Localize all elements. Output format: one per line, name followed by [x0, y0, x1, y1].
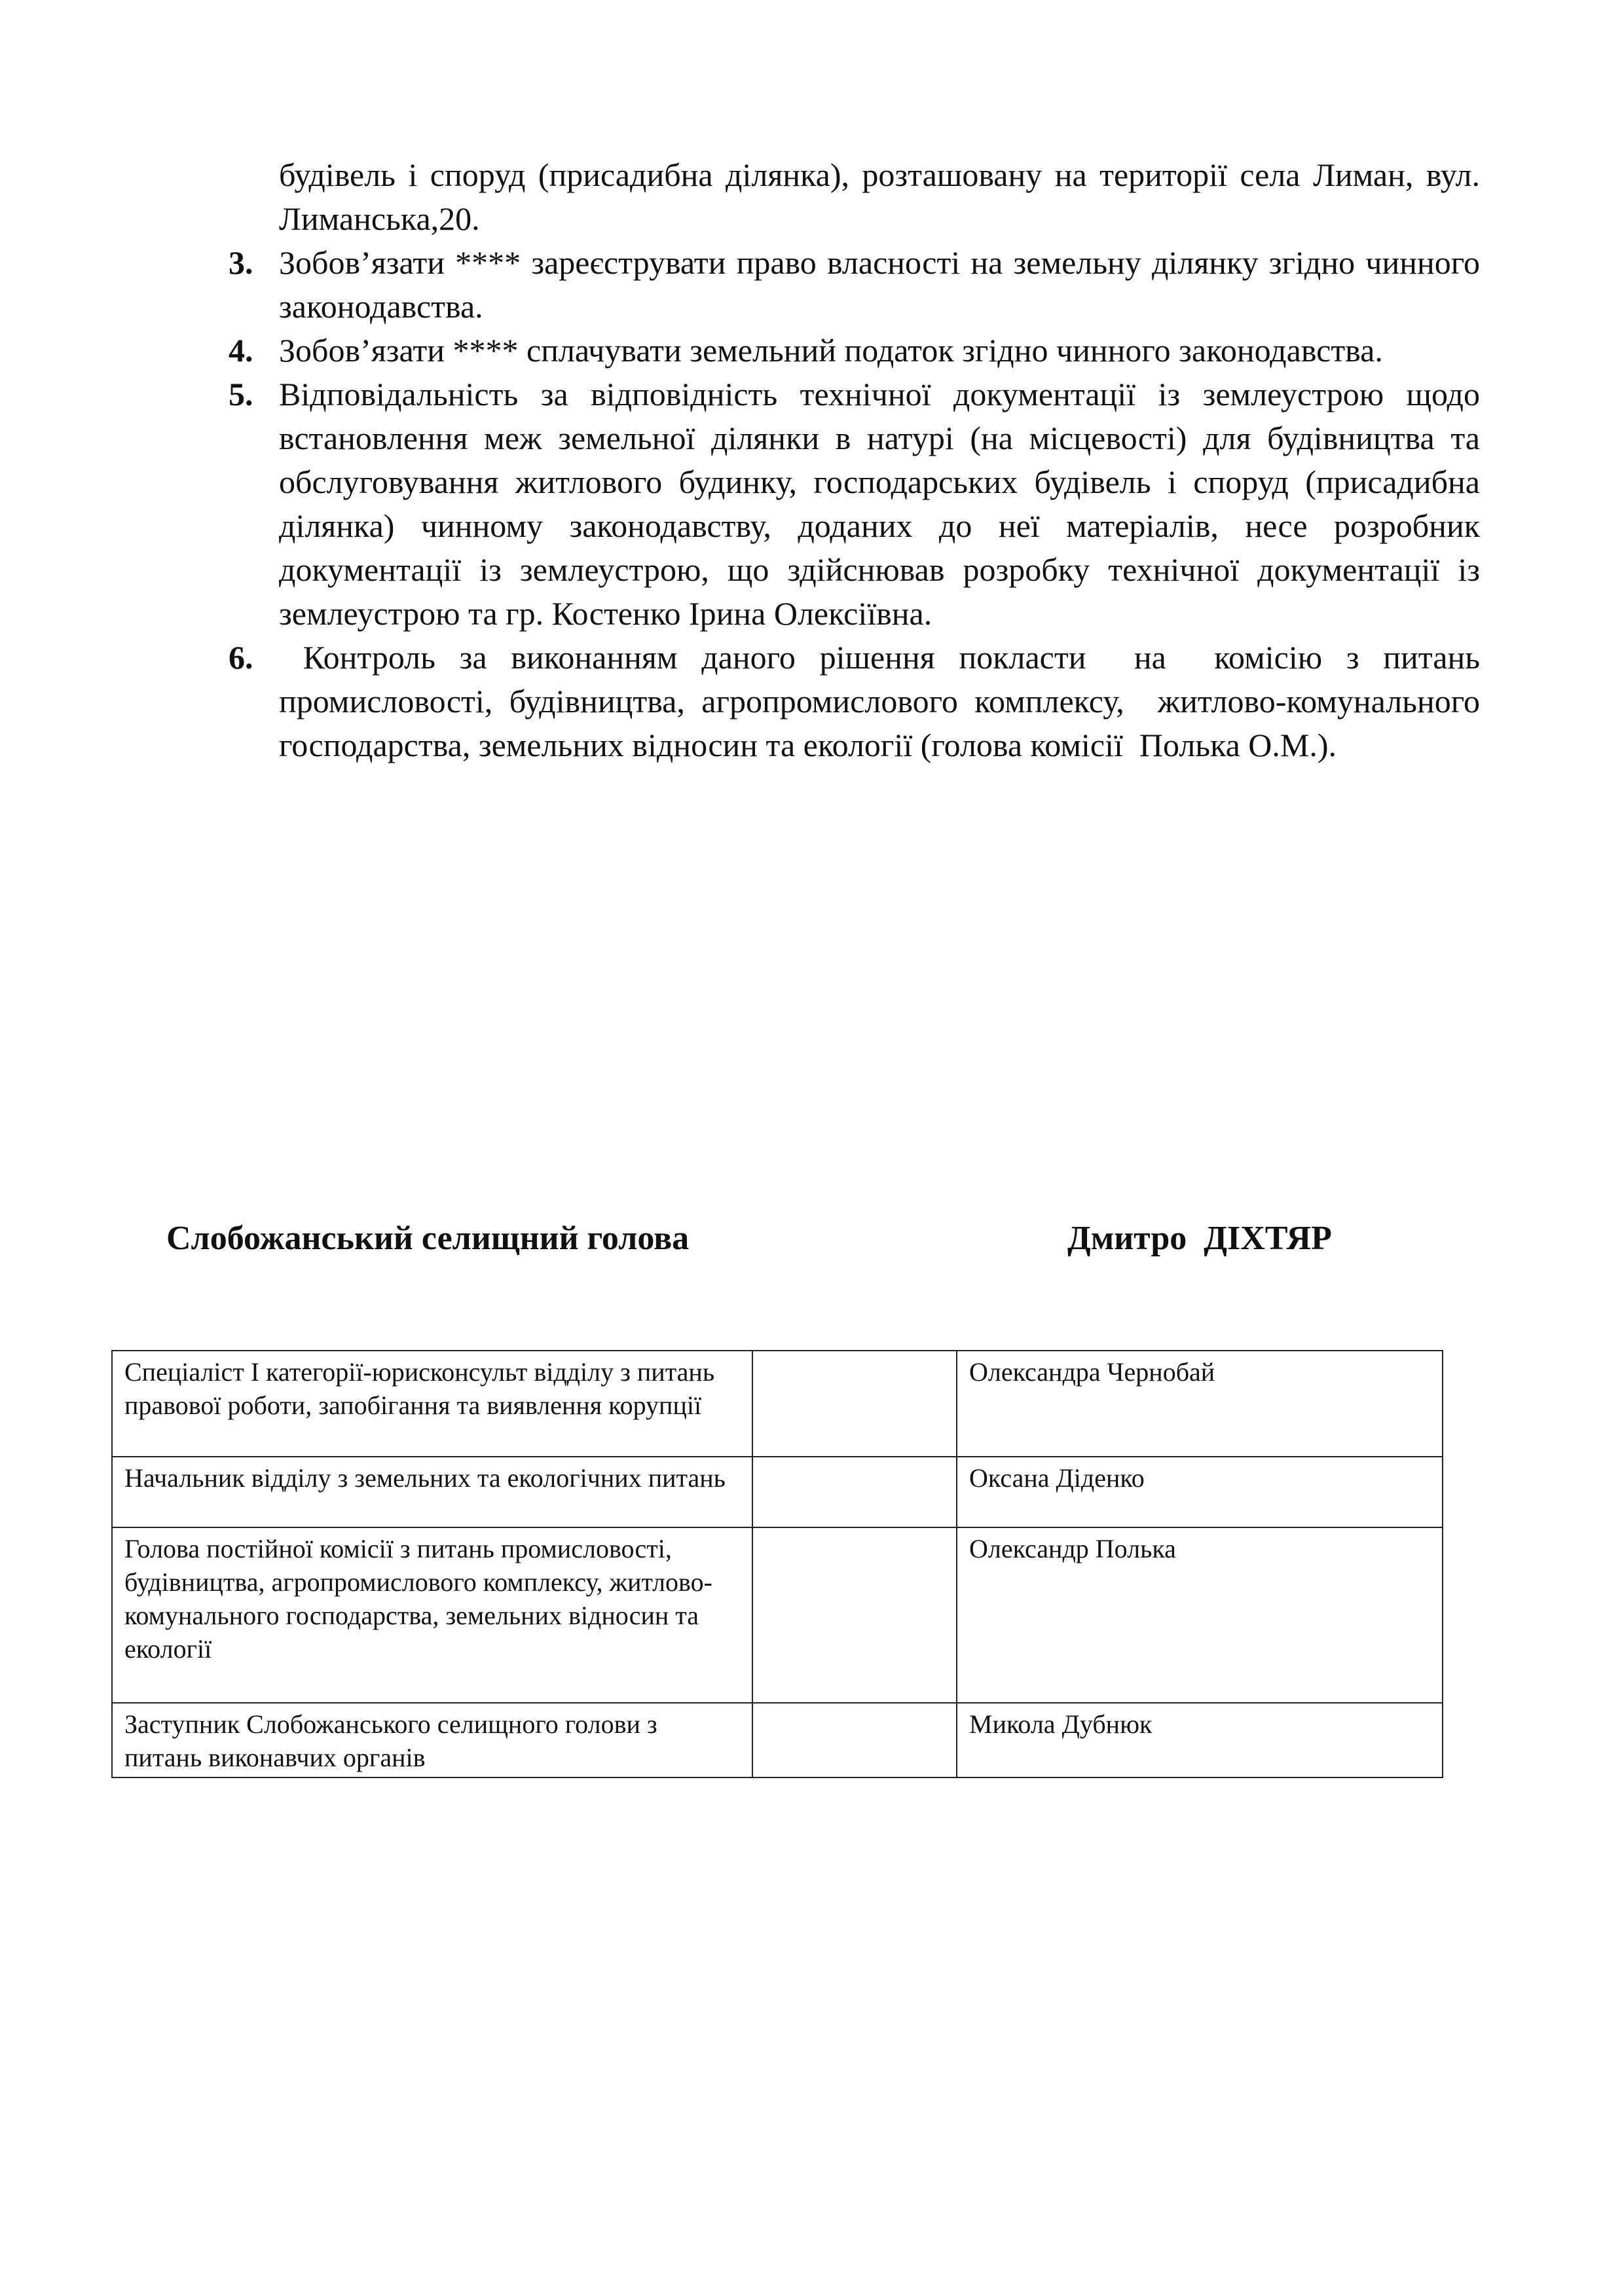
approver-signature-cell [752, 1457, 957, 1527]
item-number: 5. [229, 376, 253, 412]
signatory-name: Дмитро ДІХТЯР [1067, 1220, 1332, 1257]
item-text: Відповідальність за відповідність технічної документації із землеустрою щодо встановлення меж земельної ділянки в натурі (на місцевості) для будівництва та обслуговування житлового будинку, господарських будівель і споруд (присадибна ділянка) чинному законодавству, доданих до неї матеріалів, несе розробник документації із землеустрою, що здійснював розробку технічної документації із землеустрою та гр. Костенко Ірина Олексіївна. [279, 376, 1480, 632]
approver-name: Микола Дубнюк [957, 1703, 1443, 1777]
approver-signature-cell [752, 1703, 957, 1777]
decision-item [223, 329, 1480, 373]
approver-position: Заступник Слобожанського селищного голови з питань виконавчих органів [112, 1703, 752, 1777]
table-row [112, 1703, 1443, 1777]
signatory-title: Слобожанський селищний голова [166, 1220, 690, 1257]
approvals-table [111, 1350, 1443, 1778]
item-text: Контроль за виконанням даного рішення покласти на комісію з питань промисловості, будівництва, агропромислового комплексу, житлово-комунального господарства, земельних відносин та екології (голова комісії Полька О.М.). [279, 639, 1496, 763]
table-row [112, 1457, 1443, 1527]
approver-signature-cell [752, 1527, 957, 1703]
approver-position: Спеціаліст І категорії-юрисконсульт відділу з питань правової роботи, запобігання та виявлення корупції [112, 1351, 752, 1457]
approver-position: Начальник відділу з земельних та екологічних питань [112, 1457, 752, 1527]
approver-name: Оксана Діденко [957, 1457, 1443, 1527]
approver-name: Олександр Полька [957, 1527, 1443, 1703]
decision-item [223, 373, 1480, 636]
decision-item [223, 241, 1480, 329]
decision-item [223, 636, 1496, 767]
continuation-paragraph: будівель і споруд (присадибна ділянка), розташовану на території села Лиман, вул. Лиманська,20. [279, 156, 1480, 237]
approver-signature-cell [752, 1351, 957, 1457]
decision-items-list [223, 241, 1496, 767]
item-number: 6. [229, 639, 253, 676]
approver-name: Олександра Чернобай [957, 1351, 1443, 1457]
table-row [112, 1527, 1443, 1703]
item-number: 3. [229, 244, 253, 281]
item-text: Зобов’язати **** зареєструвати право власності на земельну ділянку згідно чинного законодавства. [279, 244, 1480, 325]
approver-position: Голова постійної комісії з питань промисловості, будівництва, агропромислового комплексу, житлово-комунального господарства, земельних відносин та екології [112, 1527, 752, 1703]
item-number: 4. [229, 332, 253, 369]
table-row [112, 1351, 1443, 1457]
item-text: Зобов’язати **** сплачувати земельний податок згідно чинного законодавства. [279, 332, 1383, 369]
